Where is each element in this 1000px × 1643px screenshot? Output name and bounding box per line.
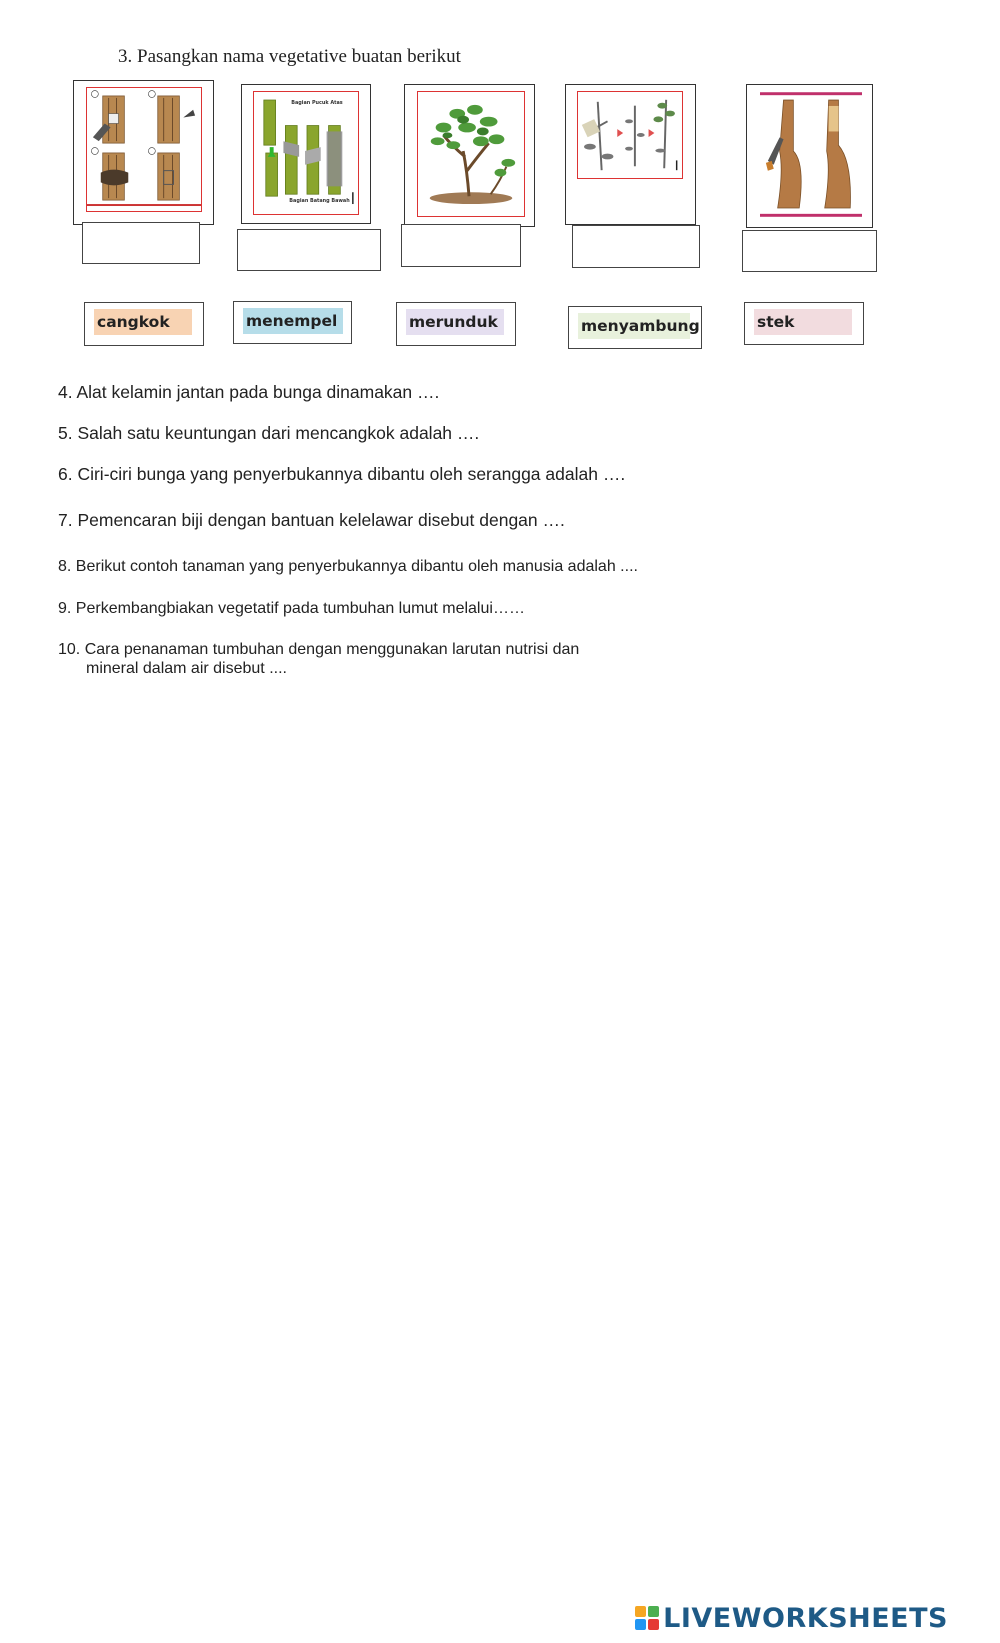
logo-square-3 [635,1619,646,1630]
question-10-line-1: 10. Cara penanaman tumbuhan dengan menggunakan larutan nutrisi dan [58,641,580,658]
liveworksheets-wordmark: LIVEWORKSHEETS [663,1602,948,1634]
question-8: 8. Berikut contoh tanaman yang penyerbukannya dibantu oleh manusia adalah .... [58,558,638,575]
image-card-3 [404,84,535,227]
liveworksheets-logo-icon [635,1606,659,1630]
logo-square-4 [648,1619,659,1630]
option-card-menempel[interactable] [233,301,352,344]
liveworksheets-brand [635,1603,948,1633]
question-10 [58,640,579,678]
image-card-4 [565,84,696,225]
option-label-menyambung: menyambung [578,313,690,339]
question-6: 6. Ciri-ciri bunga yang penyerbukannya dibantu oleh serangga adalah …. [58,464,626,484]
image-card-2 [241,84,371,224]
option-label-menempel: menempel [243,308,343,334]
menempel-label-top: Bagian Pucuk Atas [291,99,343,106]
question-5: 5. Salah satu keuntungan dari mencangkok adalah …. [58,423,480,443]
stek-bark-illustration [759,91,863,219]
menempel-label-bottom: Bagian Batang Bawah [289,198,350,205]
answer-box-3[interactable] [401,224,521,267]
question-7: 7. Pemencaran biji dengan bantuan kelelawar disebut dengan …. [58,510,565,530]
menyambung-cutting-illustration [577,91,683,179]
merunduk-plant-illustration [417,91,525,217]
option-label-merunduk: merunduk [406,309,504,335]
question-3-title: 3. Pasangkan nama vegetative buatan berikut [118,46,461,67]
option-label-cangkok: cangkok [94,309,192,335]
option-card-stek[interactable] [744,302,864,345]
logo-square-1 [635,1606,646,1617]
answer-box-1[interactable] [82,222,200,264]
option-card-menyambung[interactable] [568,306,702,349]
answer-box-5[interactable] [742,230,877,272]
option-card-merunduk[interactable] [396,302,516,346]
menempel-grafting-illustration [253,91,359,215]
logo-square-2 [648,1606,659,1617]
option-card-cangkok[interactable] [84,302,204,346]
question-10-line-2: mineral dalam air disebut .... [86,660,287,677]
image-card-5 [746,84,873,228]
answer-box-2[interactable] [237,229,381,271]
cangkok-steps-illustration [86,87,202,212]
question-4: 4. Alat kelamin jantan pada bunga dinamakan …. [58,382,440,402]
question-9: 9. Perkembangbiakan vegetatif pada tumbuhan lumut melalui…… [58,600,525,617]
answer-box-4[interactable] [572,225,700,268]
image-card-1 [73,80,214,225]
option-label-stek: stek [754,309,852,335]
